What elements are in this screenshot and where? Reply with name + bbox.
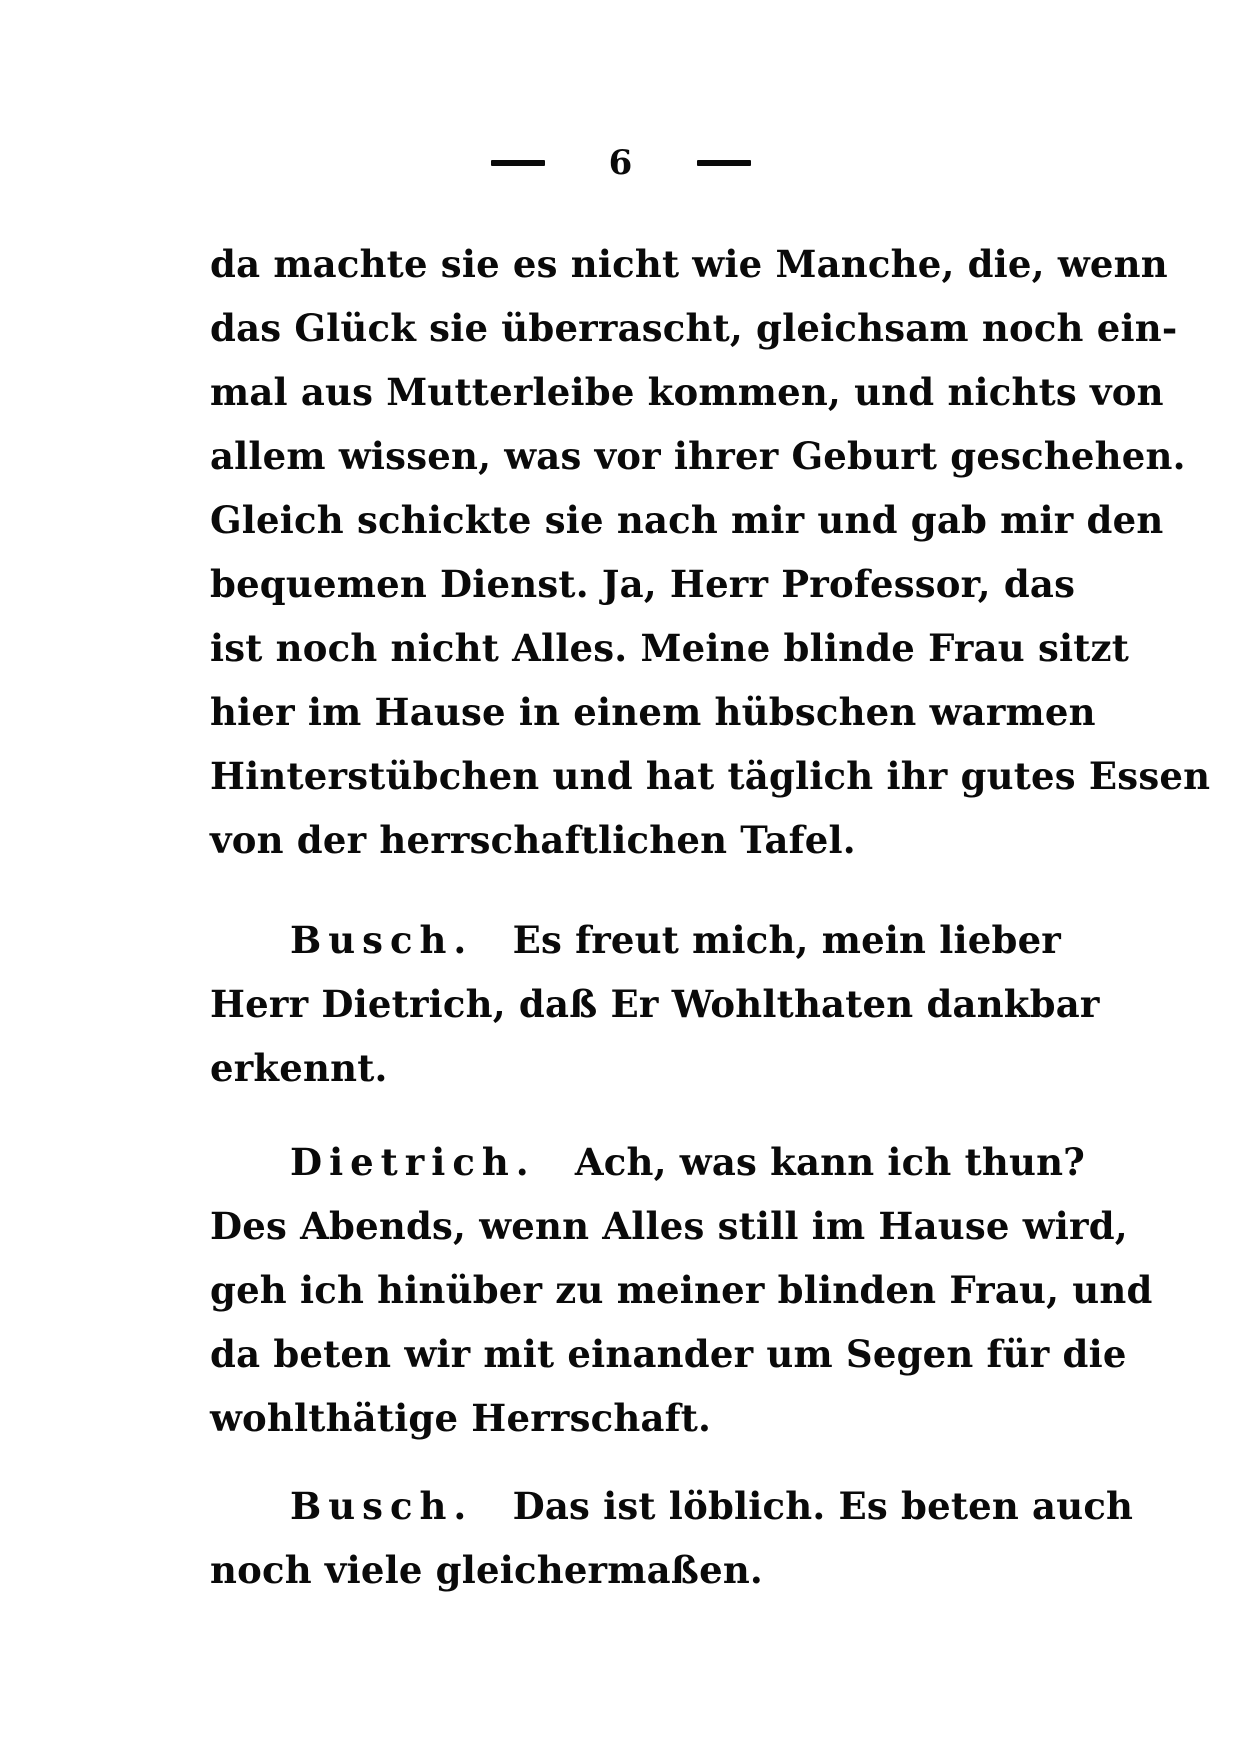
text-line: von der herrschaftlichen Tafel. — [210, 818, 856, 862]
paragraph-dietrich-continued — [210, 232, 1211, 872]
header-dash-right — [697, 160, 751, 166]
speech-text: Das ist löblich. Es beten auch — [512, 1484, 1134, 1528]
text-line: das Glück sie überrascht, gleichsam noch ein- — [210, 306, 1178, 350]
speaker-name: Dietrich. — [290, 1140, 536, 1184]
text-line: geh ich hinüber zu meiner blinden Frau, und — [210, 1268, 1153, 1312]
text-line: Hinterstübchen und hat täglich ihr gutes Essen — [210, 754, 1211, 798]
text-line: ist noch nicht Alles. Meine blinde Frau sitzt — [210, 626, 1130, 670]
page-number: 6 — [608, 143, 633, 183]
text-line: wohlthätige Herrschaft. — [210, 1396, 712, 1440]
speaker-name: Busch. — [290, 918, 474, 962]
speech-text: Ach, was kann ich thun? — [574, 1140, 1086, 1184]
text-line: Herr Dietrich, daß Er Wohlthaten dankbar — [210, 982, 1100, 1026]
speech-text: Es freut mich, mein lieber — [512, 918, 1061, 962]
paragraph-busch-2 — [210, 1474, 1134, 1602]
speech-first-line — [210, 1474, 1134, 1538]
speech-first-line — [210, 908, 1061, 972]
header-dash-left — [491, 160, 545, 166]
text-line: noch viele gleichermaßen. — [210, 1548, 764, 1592]
text-line: mal aus Mutterleibe kommen, und nichts von — [210, 370, 1164, 414]
speech-first-line — [210, 1130, 1086, 1194]
text-line: Des Abends, wenn Alles still im Hause wird, — [210, 1204, 1128, 1248]
text-line: allem wissen, was vor ihrer Geburt geschehen. — [210, 434, 1186, 478]
text-line: erkennt. — [210, 1046, 388, 1090]
text-line: hier im Hause in einem hübschen warmen — [210, 690, 1096, 734]
text-line: da machte sie es nicht wie Manche, die, wenn — [210, 242, 1168, 286]
text-line: Gleich schickte sie nach mir und gab mir den — [210, 498, 1164, 542]
paragraph-busch-1 — [210, 908, 1100, 1100]
text-line: da beten wir mit einander um Segen für die — [210, 1332, 1127, 1376]
page-header — [0, 138, 1241, 188]
speaker-name: Busch. — [290, 1484, 474, 1528]
paragraph-dietrich — [210, 1130, 1153, 1450]
text-line: bequemen Dienst. Ja, Herr Professor, das — [210, 562, 1076, 606]
